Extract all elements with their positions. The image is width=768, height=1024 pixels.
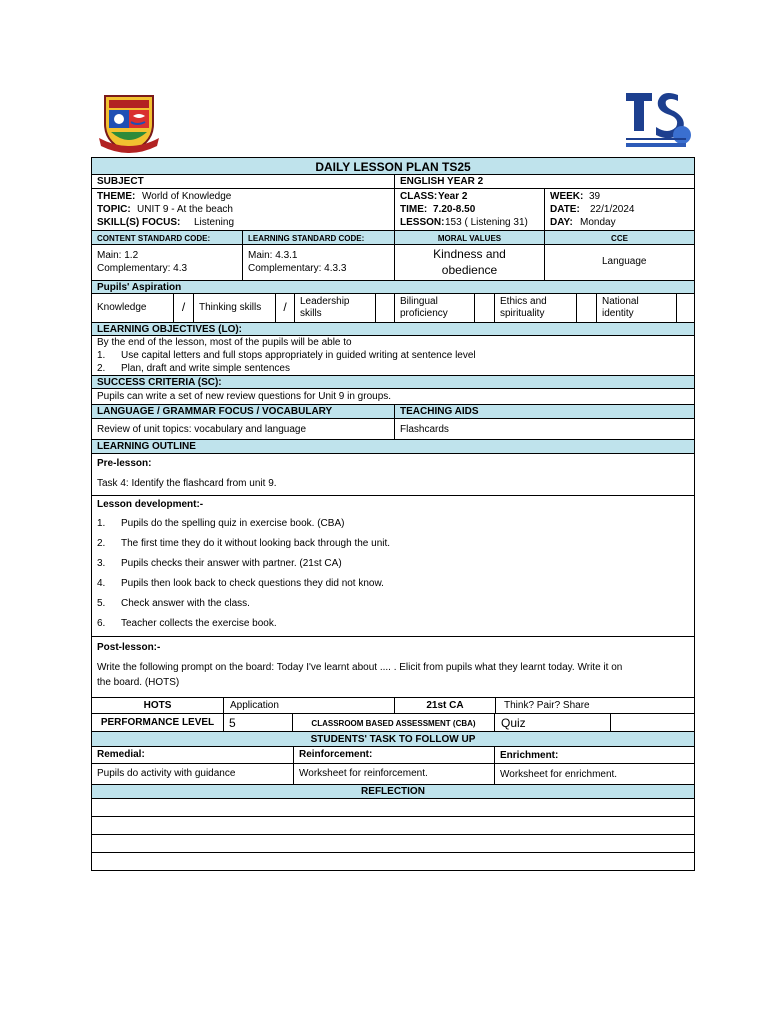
success-text: Pupils can write a set of new review questions for Unit 9 in groups.: [97, 391, 392, 402]
aspiration-header-row: [92, 281, 694, 294]
dev-item-5: Check answer with the class.: [121, 598, 250, 609]
hots-row: [92, 698, 694, 714]
performance-label: PERFORMANCE LEVEL: [100, 717, 215, 728]
thinking-check-mark: /: [283, 300, 287, 314]
lesson-value: 153 ( Listening 31): [445, 217, 528, 228]
outline-header-row: [92, 440, 694, 454]
performance-value: 5: [229, 716, 236, 730]
cce-label: CCE: [611, 234, 628, 243]
aspiration-thinking: Thinking skills: [199, 302, 262, 313]
date-label: DATE:: [550, 204, 580, 215]
subject-value: ENGLISH YEAR 2: [400, 176, 484, 187]
learning-complementary: Complementary: 4.3.3: [248, 263, 347, 274]
objective-number-1: 1.: [97, 350, 106, 361]
dev-item-4: Pupils then look back to check questions they did not know.: [121, 578, 384, 589]
hots-label: HOTS: [143, 700, 172, 711]
outline-label: LEARNING OUTLINE: [97, 441, 196, 452]
hots-value: Application: [230, 700, 279, 711]
ca-value: Think? Pair? Share: [504, 700, 590, 711]
bilingual-check-box: [474, 294, 494, 322]
aspiration-leadership-1: Leadership: [300, 296, 350, 307]
daily-lesson-plan: [91, 157, 695, 871]
skills-focus-value: Listening: [194, 217, 235, 228]
post-lesson-line-1: Write the following prompt on the board: Today I've learnt about .... . Elicit from pupils what they learnt today. Write it on: [97, 662, 623, 673]
day-label: DAY:: [550, 217, 573, 228]
reinforcement-value: Worksheet for reinforcement.: [299, 768, 428, 779]
pre-lesson-section: [92, 454, 694, 496]
cba-empty-cell: [610, 714, 694, 731]
dev-item-6: Teacher collects the exercise book.: [121, 618, 277, 629]
aspiration-leadership-2: skills: [300, 308, 322, 319]
pre-lesson-label: Pre-lesson:: [97, 458, 152, 469]
leadership-check-box: [375, 294, 394, 322]
objectives-label: LEARNING OBJECTIVES (LO):: [97, 324, 243, 335]
title-row: [92, 158, 694, 175]
post-lesson-line-2: the board. (HOTS): [97, 677, 180, 688]
content-main: Main: 1.2: [97, 250, 139, 261]
aspiration-knowledge: Knowledge: [97, 302, 147, 313]
dev-item-3: Pupils checks their answer with partner. (21st CA): [121, 558, 342, 569]
aspiration-ethics-2: spirituality: [500, 308, 545, 319]
lesson-label: LESSON:: [400, 217, 445, 228]
success-header-row: [92, 376, 694, 389]
focus-row: [92, 419, 694, 440]
followup-label: STUDENTS' TASK TO FOLLOW UP: [310, 734, 476, 745]
cba-label: CLASSROOM BASED ASSESSMENT (CBA): [311, 719, 476, 728]
standards-header-row: [92, 231, 694, 245]
day-value: Monday: [580, 217, 616, 228]
post-lesson-section: [92, 637, 694, 698]
date-value: 22/1/2024: [590, 204, 635, 215]
objectives-header-row: [92, 323, 694, 336]
knowledge-check-mark: /: [181, 300, 186, 314]
ts25-logo: [622, 87, 692, 153]
dev-number-1: 1.: [97, 518, 106, 529]
theme-value: World of Knowledge: [142, 191, 232, 202]
language-focus-value: Review of unit topics: vocabulary and language: [97, 424, 307, 435]
success-row: [92, 389, 694, 405]
enrichment-label: Enrichment:: [500, 750, 559, 761]
enrichment-value: Worksheet for enrichment.: [500, 769, 618, 780]
details-row: [92, 189, 694, 231]
aspiration-national-1: National: [602, 296, 639, 307]
learning-standard-label: LEARNING STANDARD CODE:: [248, 234, 365, 243]
reflection-line-3: [92, 835, 694, 853]
reflection-line-4: [92, 853, 694, 870]
lesson-development-section: [92, 496, 694, 637]
ca-label: 21st CA: [426, 700, 464, 711]
objective-item-2: Plan, draft and write simple sentences: [121, 363, 290, 374]
class-label: CLASS:: [400, 191, 438, 202]
content-complementary: Complementary: 4.3: [97, 263, 188, 274]
performance-row: [92, 714, 694, 732]
remedial-value: Pupils do activity with guidance: [97, 768, 236, 779]
subject-label: SUBJECT: [97, 176, 144, 187]
dev-item-1: Pupils do the spelling quiz in exercise book. (CBA): [121, 518, 345, 529]
time-value: 7.20-8.50: [433, 204, 476, 215]
learning-main: Main: 4.3.1: [248, 250, 298, 261]
topic-value: UNIT 9 - At the beach: [137, 204, 233, 215]
class-value: Year 2: [438, 191, 468, 202]
aspiration-label: Pupils' Aspiration: [97, 282, 182, 293]
ethics-check-box: [576, 294, 596, 322]
reflection-line-2: [92, 817, 694, 835]
cce-value: Language: [602, 256, 647, 267]
aspiration-bilingual-1: Bilingual: [400, 296, 438, 307]
reflection-label: REFLECTION: [361, 786, 425, 797]
national-check-box: [676, 294, 694, 322]
dev-number-3: 3.: [97, 558, 106, 569]
dev-number-5: 5.: [97, 598, 106, 609]
aspiration-national-2: identity: [602, 308, 634, 319]
success-label: SUCCESS CRITERIA (SC):: [97, 377, 222, 388]
standards-values-row: [92, 245, 694, 281]
objective-number-2: 2.: [97, 363, 106, 374]
dev-number-4: 4.: [97, 578, 106, 589]
moral-value-line2: obedience: [441, 263, 498, 277]
aspiration-bilingual-2: proficiency: [400, 308, 448, 319]
school-crest-logo: [97, 90, 161, 158]
objectives-row: [92, 336, 694, 376]
objective-item-1: Use capital letters and full stops appropriately in guided writing at sentence level: [121, 350, 476, 361]
moral-value-line1: Kindness and: [433, 247, 506, 261]
plan-title: DAILY LESSON PLAN TS25: [315, 160, 471, 174]
focus-header-row: [92, 405, 694, 419]
content-standard-label: CONTENT STANDARD CODE:: [97, 234, 211, 243]
reinforcement-label: Reinforcement:: [299, 749, 373, 760]
time-label: TIME:: [400, 204, 428, 215]
reflection-header-row: [92, 785, 694, 799]
theme-label: THEME:: [97, 191, 136, 202]
aspiration-row: [92, 294, 694, 323]
reflection-line-1: [92, 799, 694, 817]
moral-values-label: MORAL VALUES: [437, 234, 502, 243]
remedial-label: Remedial:: [97, 749, 145, 760]
week-value: 39: [589, 191, 601, 202]
teaching-aids-label: TEACHING AIDS: [400, 406, 479, 417]
lesson-development-label: Lesson development:-: [97, 499, 204, 510]
dev-number-6: 6.: [97, 618, 106, 629]
dev-item-2: The first time they do it without looking back through the unit.: [121, 538, 391, 549]
post-lesson-label: Post-lesson:-: [97, 642, 161, 653]
dev-number-2: 2.: [97, 538, 106, 549]
topic-label: TOPIC:: [97, 204, 131, 215]
followup-labels-row: [92, 747, 694, 764]
week-label: WEEK:: [550, 191, 584, 202]
teaching-aids-value: Flashcards: [400, 424, 449, 435]
objectives-intro: By the end of the lesson, most of the pupils will be able to: [97, 337, 352, 348]
subject-row: [92, 175, 694, 189]
cba-value: Quiz: [501, 716, 526, 730]
pre-lesson-text: Task 4: Identify the flashcard from unit 9.: [97, 478, 277, 489]
aspiration-ethics-1: Ethics and: [500, 296, 547, 307]
followup-values-row: [92, 764, 694, 785]
followup-header-row: [92, 732, 694, 747]
language-focus-label: LANGUAGE / GRAMMAR FOCUS / VOCABULARY: [97, 406, 333, 417]
skills-focus-label: SKILL(S) FOCUS:: [97, 217, 181, 228]
